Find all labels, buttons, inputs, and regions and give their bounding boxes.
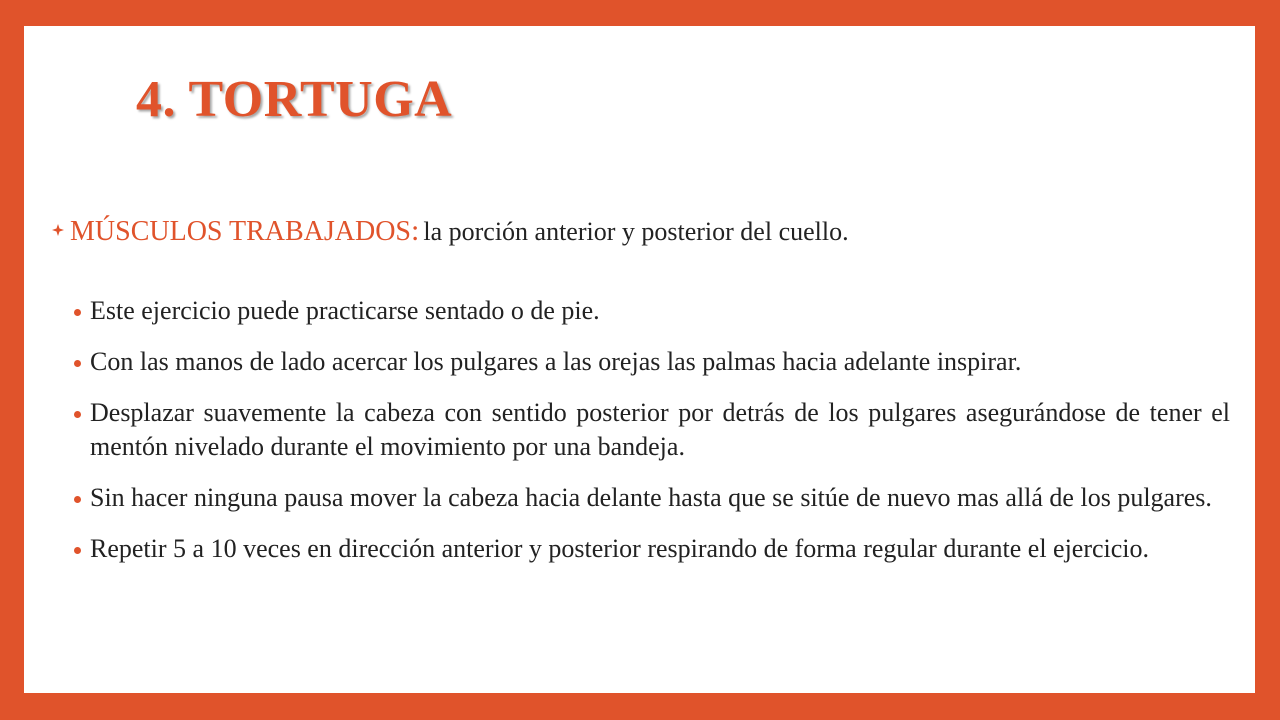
list-item-text: Sin hacer ninguna pausa mover la cabeza hacia delante hasta que se sitúe de nuevo mas allá de los pulgares. bbox=[90, 483, 1212, 512]
dot-bullet-icon bbox=[74, 360, 81, 367]
list-item-text: Este ejercicio puede practicarse sentado o de pie. bbox=[90, 296, 600, 325]
diamond-bullet-icon bbox=[52, 206, 64, 218]
muscles-worked-text: la porción anterior y posterior del cuello. bbox=[423, 217, 849, 246]
slide-title: 4. TORTUGA bbox=[136, 71, 453, 128]
list-item bbox=[52, 294, 1230, 328]
slide-content-area bbox=[24, 26, 1255, 693]
list-item bbox=[52, 396, 1230, 464]
muscles-worked-line bbox=[52, 206, 1232, 254]
list-item bbox=[52, 345, 1230, 379]
list-item bbox=[52, 532, 1230, 566]
dot-bullet-icon bbox=[74, 411, 81, 418]
dot-bullet-icon bbox=[74, 309, 81, 316]
instruction-list bbox=[52, 294, 1230, 583]
list-item-text: Desplazar suavemente la cabeza con sentido posterior por detrás de los pulgares asegurándose de tener el mentón nivelado durante el movimiento por una bandeja. bbox=[90, 398, 1230, 461]
list-item bbox=[52, 481, 1230, 515]
dot-bullet-icon bbox=[74, 547, 81, 554]
list-item-text: Con las manos de lado acercar los pulgares a las orejas las palmas hacia adelante inspirar. bbox=[90, 347, 1022, 376]
muscles-worked-heading: MÚSCULOS TRABAJADOS bbox=[70, 216, 412, 247]
muscles-worked-colon: : bbox=[411, 214, 420, 247]
dot-bullet-icon bbox=[74, 496, 81, 503]
list-item-text: Repetir 5 a 10 veces en dirección anterior y posterior respirando de forma regular durante el ejercicio. bbox=[90, 534, 1150, 563]
